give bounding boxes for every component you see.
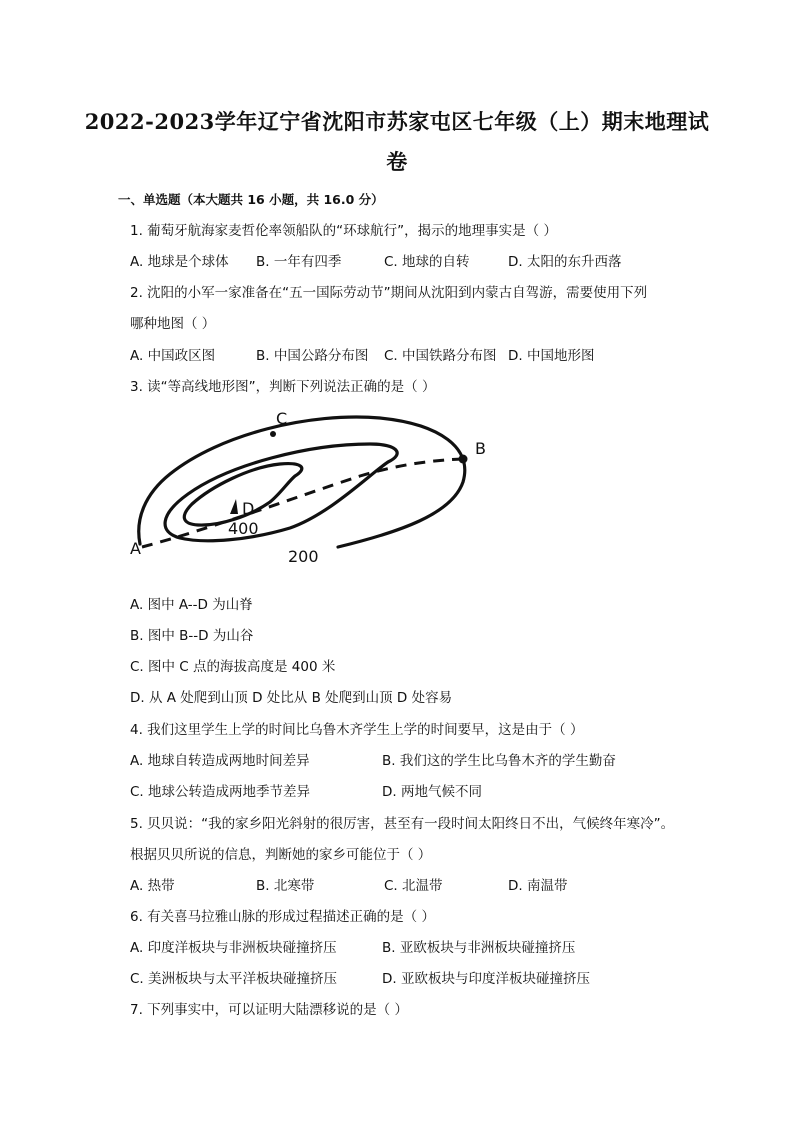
exam-title-line1: 2022-2023学年辽宁省沈阳市苏家屯区七年级（上）期末地理试 bbox=[84, 109, 710, 134]
q3-stem: 3. 读“等高线地形图”，判断下列说法正确的是（ ） bbox=[130, 379, 436, 395]
ridge-dashed-line bbox=[142, 459, 463, 547]
q2-option-d: D. 中国地形图 bbox=[508, 348, 595, 364]
contour-map-svg bbox=[130, 404, 500, 574]
section-heading: 一、单选题（本大题共 16 小题，共 16.0 分） bbox=[118, 192, 384, 207]
q5-option-b: B. 北寒带 bbox=[256, 878, 315, 894]
q5-option-a: A. 热带 bbox=[130, 878, 175, 894]
q4-option-d: D. 两地气候不同 bbox=[382, 784, 482, 800]
peak-d-triangle bbox=[230, 499, 238, 514]
point-a-label: A bbox=[130, 539, 141, 558]
q3-option-a: A. 图中 A--D 为山脊 bbox=[130, 597, 253, 613]
q1-option-b: B. 一年有四季 bbox=[256, 254, 342, 270]
q1-stem: 1. 葡萄牙航海家麦哲伦率领船队的“环球航行”，揭示的地理事实是（ ） bbox=[130, 223, 557, 239]
q6-option-b: B. 亚欧板块与非洲板块碰撞挤压 bbox=[382, 940, 576, 956]
q4-option-c: C. 地球公转造成两地季节差异 bbox=[130, 784, 311, 800]
peak-d-label: D bbox=[242, 499, 255, 518]
q1-option-d: D. 太阳的东升西落 bbox=[508, 254, 622, 270]
q2-option-c: C. 中国铁路分布图 bbox=[384, 348, 497, 364]
q5-stem-cont: 根据贝贝所说的信息，判断她的家乡可能位于（ ） bbox=[130, 847, 432, 863]
q5-option-c: C. 北温带 bbox=[384, 878, 443, 894]
q2-option-b: B. 中国公路分布图 bbox=[256, 348, 369, 364]
q6-option-c: C. 美洲板块与太平洋板块碰撞挤压 bbox=[130, 971, 338, 987]
point-b-marker bbox=[459, 455, 468, 464]
contour-400-label: 400 bbox=[228, 519, 259, 538]
q3-option-d: D. 从 A 处爬到山顶 D 处比从 B 处爬到山顶 D 处容易 bbox=[130, 690, 453, 706]
q3-option-c: C. 图中 C 点的海拔高度是 400 米 bbox=[130, 659, 336, 675]
contour-map bbox=[130, 404, 500, 574]
q6-option-d: D. 亚欧板块与印度洋板块碰撞挤压 bbox=[382, 971, 590, 987]
q5-option-d: D. 南温带 bbox=[508, 878, 568, 894]
point-c-marker bbox=[270, 431, 276, 437]
q4-option-b: B. 我们这的学生比乌鲁木齐的学生勤奋 bbox=[382, 753, 616, 769]
q4-stem: 4. 我们这里学生上学的时间比乌鲁木齐学生上学的时间要早，这是由于（ ） bbox=[130, 722, 584, 738]
contour-200-line bbox=[139, 417, 465, 547]
point-c-label: C bbox=[276, 409, 288, 428]
q3-option-b: B. 图中 B--D 为山谷 bbox=[130, 628, 254, 644]
q2-stem: 2. 沈阳的小军一家准备在“五一国际劳动节”期间从沈阳到内蒙古自驾游，需要使用下列 bbox=[130, 285, 648, 301]
q2-stem-cont: 哪种地图（ ） bbox=[130, 316, 216, 332]
q1-option-c: C. 地球的自转 bbox=[384, 254, 470, 270]
point-b-label: B bbox=[475, 439, 486, 458]
q6-stem: 6. 有关喜马拉雅山脉的形成过程描述正确的是（ ） bbox=[130, 909, 435, 925]
q6-option-a: A. 印度洋板块与非洲板块碰撞挤压 bbox=[130, 940, 337, 956]
q1-option-a: A. 地球是个球体 bbox=[130, 254, 229, 270]
exam-title-line2: 卷 bbox=[386, 149, 408, 174]
q2-option-a: A. 中国政区图 bbox=[130, 348, 216, 364]
q7-stem: 7. 下列事实中，可以证明大陆漂移说的是（ ） bbox=[130, 1002, 408, 1018]
q5-stem: 5. 贝贝说：“我的家乡阳光斜射的很厉害，甚至有一段时间太阳终日不出，气候终年寒冷”。 bbox=[130, 816, 675, 832]
contour-200-label: 200 bbox=[288, 547, 319, 566]
q4-option-a: A. 地球自转造成两地时间差异 bbox=[130, 753, 310, 769]
